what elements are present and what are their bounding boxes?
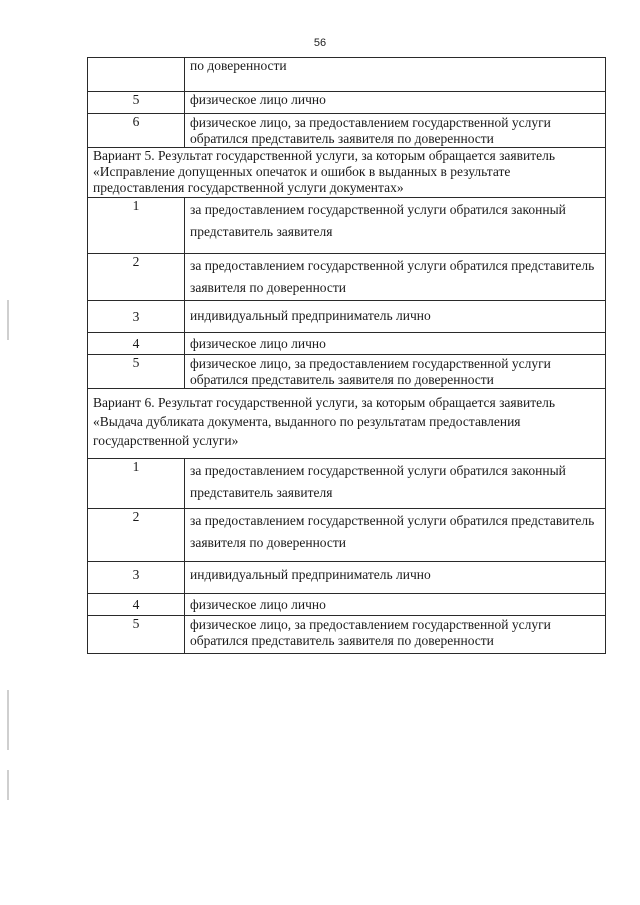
table-row	[88, 333, 606, 355]
row-text: физическое лицо, за предоставлением государственной услуги обратился представитель заявителя по доверенности	[185, 355, 606, 389]
row-number: 5	[88, 355, 185, 389]
row-text: за предоставлением государственной услуги обратился законный представитель заявителя	[185, 198, 606, 254]
row-number: 2	[88, 509, 185, 562]
table-row	[88, 58, 606, 92]
table-row	[88, 92, 606, 114]
page-number: 56	[313, 37, 327, 49]
table-row	[88, 459, 606, 509]
row-number: 1	[88, 198, 185, 254]
row-text: индивидуальный предприниматель лично	[185, 301, 606, 333]
row-number: 3	[88, 562, 185, 594]
variant-heading-row	[88, 389, 606, 459]
table-row	[88, 355, 606, 389]
row-number: 5	[88, 616, 185, 654]
row-number: 4	[88, 333, 185, 355]
row-text: по доверенности	[185, 58, 606, 92]
table-row	[88, 301, 606, 333]
row-text: за предоставлением государственной услуги обратился представитель заявителя по доверенности	[185, 254, 606, 301]
row-text: за предоставлением государственной услуги обратился законный представитель заявителя	[185, 459, 606, 509]
row-number: 3	[88, 301, 185, 333]
table-row	[88, 254, 606, 301]
variant-6-heading: Вариант 6. Результат государственной услуги, за которым обращается заявитель «Выдача дубликата документа, выданного по результатам предоставления государственной услуги»	[88, 389, 606, 459]
table-row	[88, 114, 606, 148]
table-row	[88, 509, 606, 562]
table-row	[88, 562, 606, 594]
row-number: 5	[88, 92, 185, 114]
row-number: 4	[88, 594, 185, 616]
row-number	[88, 58, 185, 92]
variant-5-heading: Вариант 5. Результат государственной услуги, за которым обращается заявитель «Исправление допущенных опечаток и ошибок в выданных в результате предоставления государственной услуги документах»	[88, 148, 606, 198]
row-number: 2	[88, 254, 185, 301]
services-table	[87, 57, 606, 654]
row-text: физическое лицо, за предоставлением государственной услуги обратился представитель заявителя по доверенности	[185, 114, 606, 148]
row-text: физическое лицо лично	[185, 333, 606, 355]
row-text: индивидуальный предприниматель лично	[185, 562, 606, 594]
row-text: физическое лицо лично	[185, 92, 606, 114]
table-row	[88, 198, 606, 254]
variant-heading-row	[88, 148, 606, 198]
scan-artifact	[7, 690, 9, 750]
row-number: 6	[88, 114, 185, 148]
table-row	[88, 594, 606, 616]
row-text: физическое лицо лично	[185, 594, 606, 616]
scan-artifact	[7, 770, 9, 800]
row-number: 1	[88, 459, 185, 509]
row-text: за предоставлением государственной услуги обратился представитель заявителя по доверенности	[185, 509, 606, 562]
scan-artifact	[7, 300, 9, 340]
table-row	[88, 616, 606, 654]
row-text: физическое лицо, за предоставлением государственной услуги обратился представитель заявителя по доверенности	[185, 616, 606, 654]
